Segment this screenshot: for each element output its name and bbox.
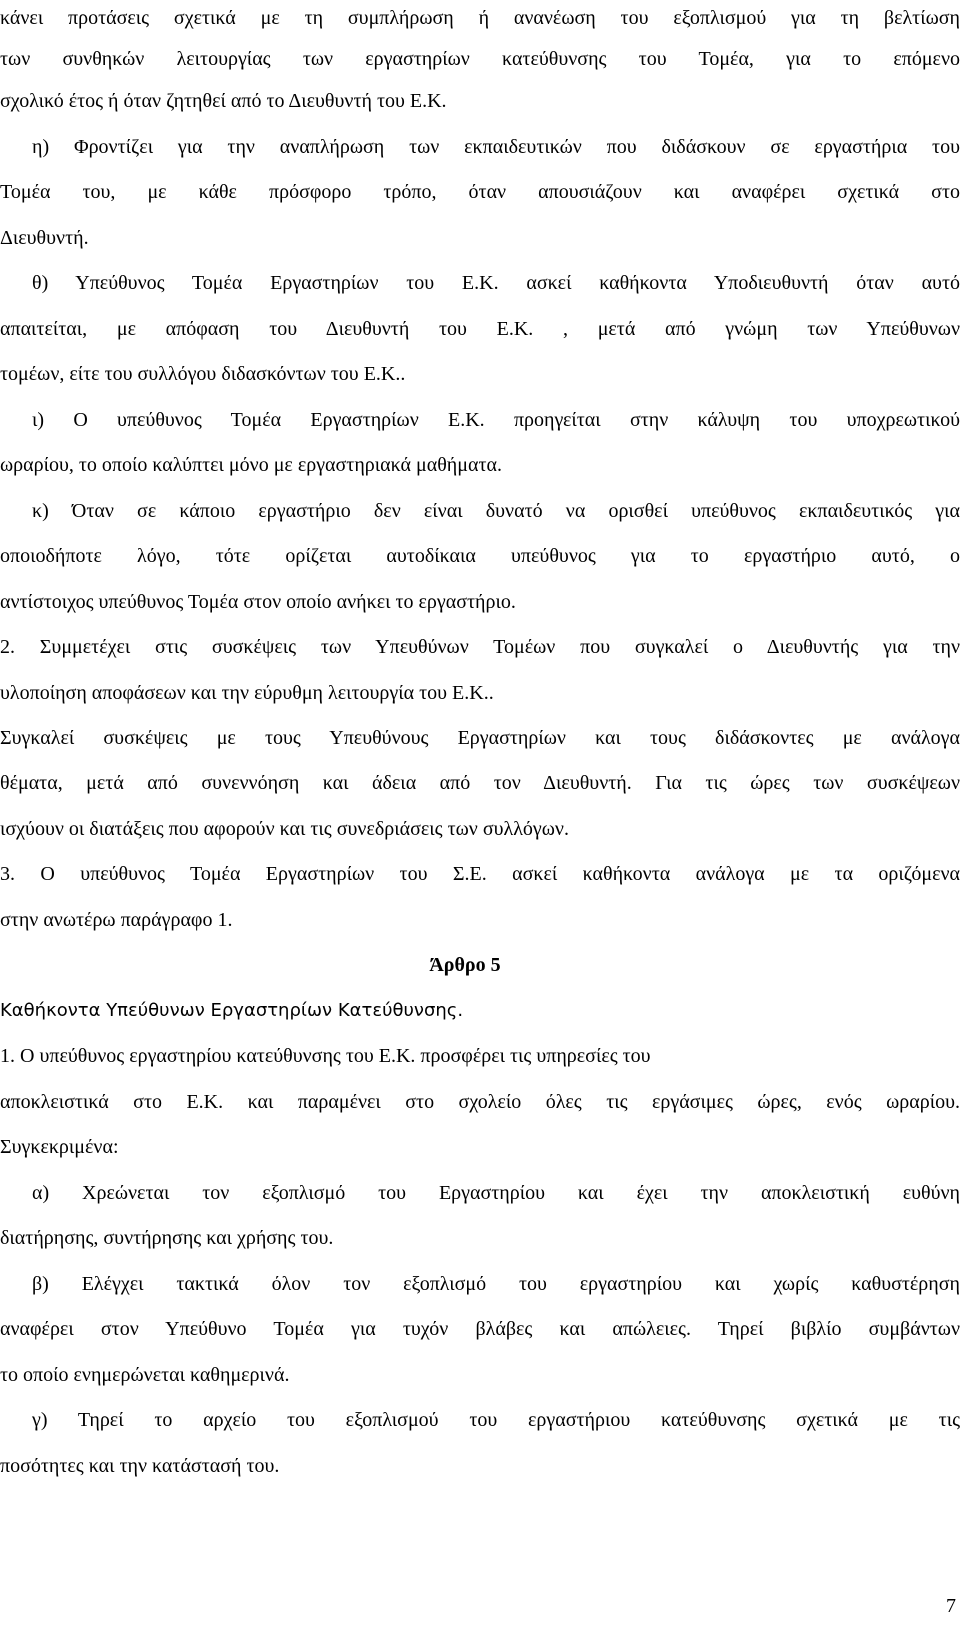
- text-line: ι) Ο υπεύθυνος Τομέα Εργαστηρίων Ε.Κ. προηγείται στην κάλυψη του υποχρεωτικού: [32, 409, 960, 431]
- text-line: ποσότητες και την κατάστασή του.: [0, 1455, 280, 1477]
- text-line: Διευθυντή.: [0, 227, 89, 249]
- text-line: κ) Όταν σε κάποιο εργαστήριο δεν είναι δυνατό να ορισθεί υπεύθυνος εκπαιδευτικός για: [32, 500, 960, 522]
- text-line: 1. Ο υπεύθυνος εργαστηρίου κατεύθυνσης του Ε.Κ. προσφέρει τις υπηρεσίες του: [0, 1045, 651, 1067]
- page-number: 7: [946, 1595, 956, 1617]
- text-line: γ) Τηρεί το αρχείο του εξοπλισμού του εργαστήριου κατεύθυνσης σχετικά με τις: [32, 1409, 960, 1431]
- text-line: ωραρίου, το οποίο καλύπτει μόνο με εργαστηριακά μαθήματα.: [0, 454, 502, 476]
- text-line: β) Ελέγχει τακτικά όλον τον εξοπλισμό του εργαστηρίου και χωρίς καθυστέρηση: [32, 1273, 960, 1295]
- text-line: Συγκαλεί συσκέψεις με τους Υπευθύνους Εργαστηρίων και τους διδάσκοντες με ανάλογα: [0, 727, 960, 749]
- text-line: ισχύουν οι διατάξεις που αφορούν και τις συνεδριάσεις των συλλόγων.: [0, 818, 569, 840]
- text-line: σχολικό έτος ή όταν ζητηθεί από το Διευθυντή του Ε.Κ.: [0, 90, 447, 112]
- text-line: υλοποίηση αποφάσεων και την εύρυθμη λειτουργία του Ε.Κ..: [0, 682, 494, 704]
- text-line: απαιτείται, με απόφαση του Διευθυντή του Ε.Κ. , μετά από γνώμη των Υπεύθυνων: [0, 318, 960, 340]
- text-line: κάνει προτάσεις σχετικά με τη συμπλήρωση ή ανανέωση του εξοπλισμού για τη βελτίωση: [0, 7, 960, 29]
- text-line: 3. Ο υπεύθυνος Τομέα Εργαστηρίων του Σ.Ε. ασκεί καθήκοντα ανάλογα με τα οριζόμενα: [0, 863, 960, 885]
- text-line: αποκλειστικά στο Ε.Κ. και παραμένει στο σχολείο όλες τις εργάσιμες ώρες, ενός ωραρίου.: [0, 1091, 960, 1113]
- text-line: Τομέα του, με κάθε πρόσφορο τρόπο, όταν απουσιάζουν και αναφέρει σχετικά στο: [0, 181, 960, 203]
- section-title: Καθήκοντα Υπεύθυνων Εργαστηρίων Κατεύθυνσης.: [0, 1000, 464, 1021]
- text-line: οποιοδήποτε λόγο, τότε ορίζεται αυτοδίκαια υπεύθυνος για το εργαστήριο αυτό, ο: [0, 545, 960, 567]
- text-line: Συγκεκριμένα:: [0, 1136, 119, 1158]
- text-line: αναφέρει στον Υπεύθυνο Τομέα για τυχόν βλάβες και απώλειες. Τηρεί βιβλίο συμβάντων: [0, 1318, 960, 1340]
- text-line: θ) Υπεύθυνος Τομέα Εργαστηρίων του Ε.Κ. ασκεί καθήκοντα Υποδιευθυντή όταν αυτό: [32, 272, 960, 294]
- text-line: αντίστοιχος υπεύθυνος Τομέα στον οποίο ανήκει το εργαστήριο.: [0, 591, 516, 613]
- text-line: τομέων, είτε του συλλόγου διδασκόντων του Ε.Κ..: [0, 363, 406, 385]
- text-line: το οποίο ενημερώνεται καθημερινά.: [0, 1364, 290, 1386]
- text-line: διατήρησης, συντήρησης και χρήσης του.: [0, 1227, 334, 1249]
- article-heading: Άρθρο 5: [429, 954, 501, 976]
- text-line: 2. Συμμετέχει στις συσκέψεις των Υπευθύνων Τομέων που συγκαλεί ο Διευθυντής για την: [0, 636, 960, 658]
- text-line: θέματα, μετά από συνεννόηση και άδεια από τον Διευθυντή. Για τις ώρες των συσκέψεων: [0, 772, 960, 794]
- text-line: η) Φροντίζει για την αναπλήρωση των εκπαιδευτικών που διδάσκουν σε εργαστήρια του: [32, 136, 960, 158]
- text-line: α) Χρεώνεται τον εξοπλισμό του Εργαστηρίου και έχει την αποκλειστική ευθύνη: [32, 1182, 960, 1204]
- text-line: στην ανωτέρω παράγραφο 1.: [0, 909, 233, 931]
- text-line: των συνθηκών λειτουργίας των εργαστηρίων κατεύθυνσης του Τομέα, για το επόμενο: [0, 48, 960, 70]
